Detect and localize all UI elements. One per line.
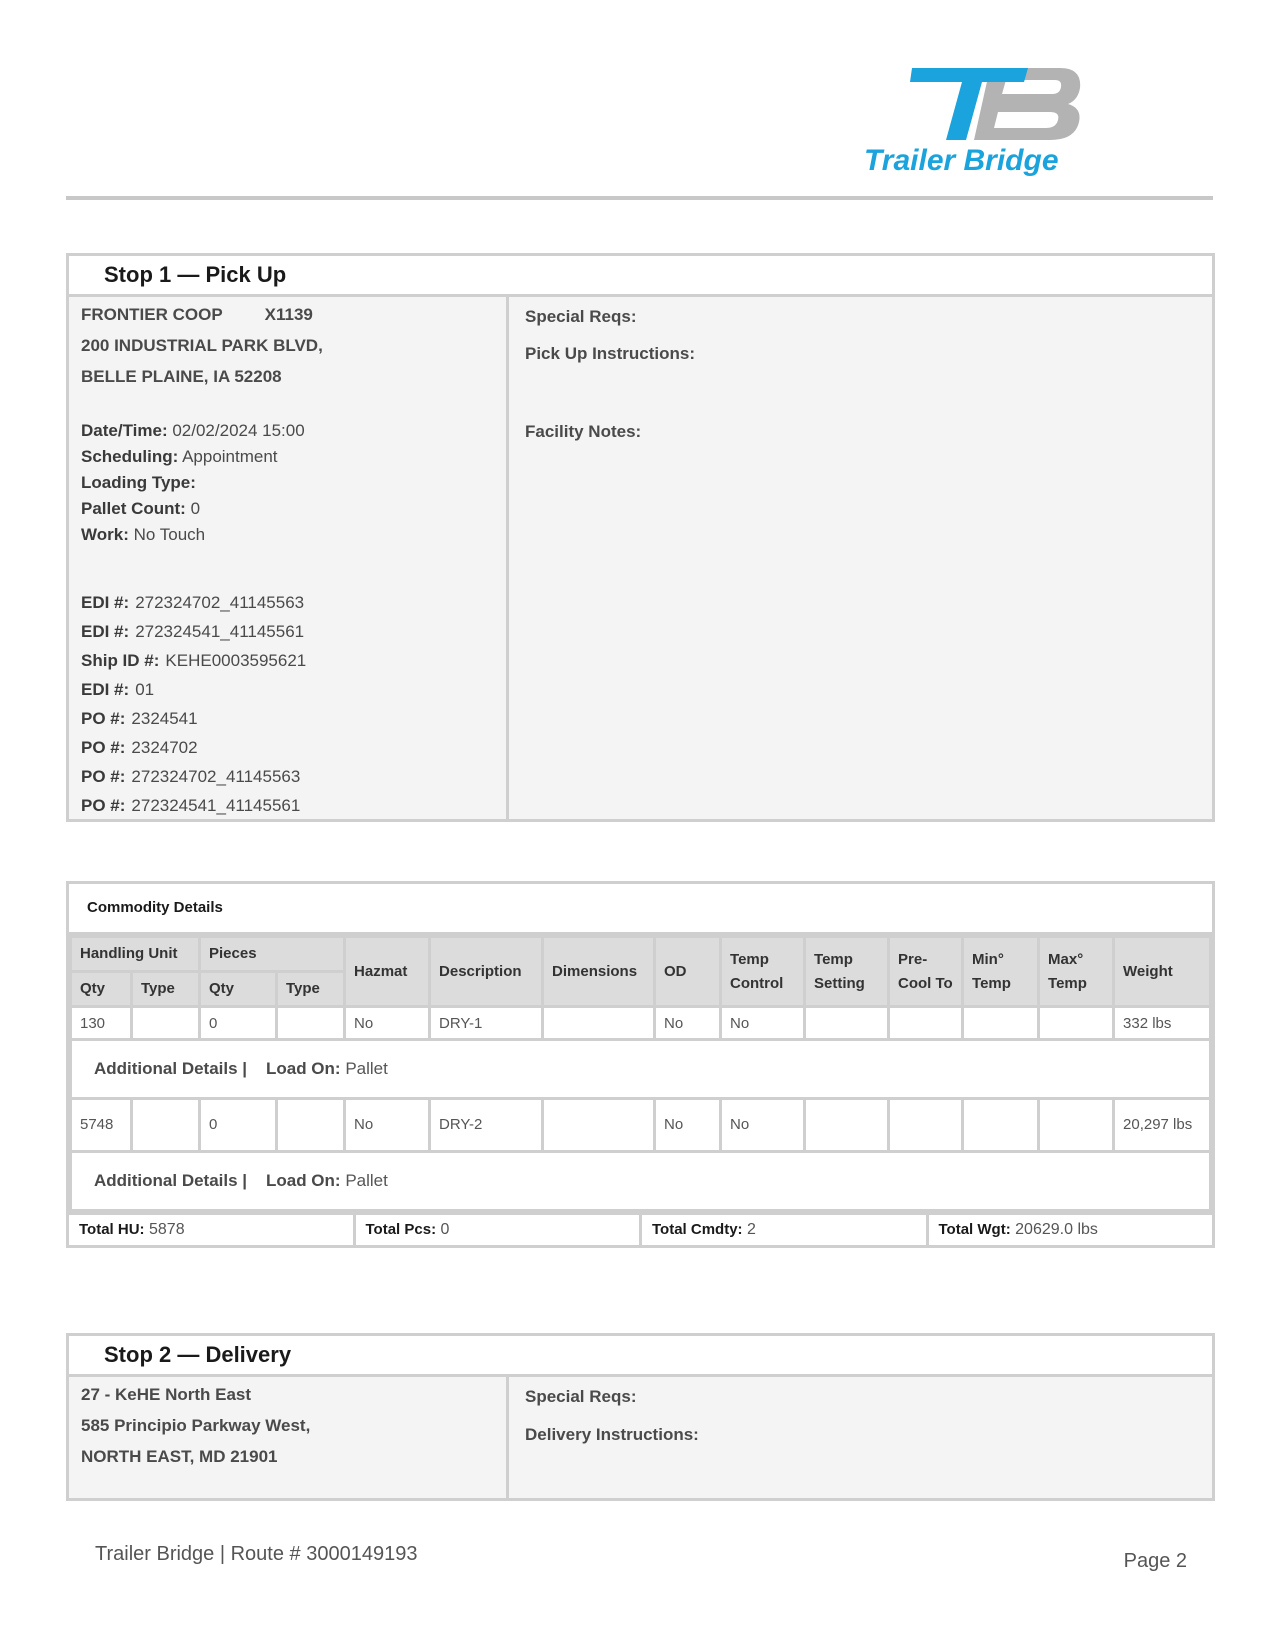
hazmat-cell: No <box>345 1099 430 1152</box>
header-dimensions: Dimensions <box>543 937 655 1007</box>
stop-1-company: FRONTIER COOP <box>81 305 223 324</box>
totals-row <box>69 1212 1212 1245</box>
stop-1-notes <box>509 297 1212 819</box>
pre-cool-cell <box>889 1007 963 1040</box>
pcs-qty-cell: 0 <box>200 1099 277 1152</box>
stop-2-details <box>69 1377 509 1498</box>
header-weight: Weight <box>1114 937 1211 1007</box>
header-max-temp: Max° Temp <box>1039 937 1114 1007</box>
stop-1-code: X1139 <box>264 305 313 324</box>
stop-1-street: 200 INDUSTRIAL PARK BLVD, <box>81 336 323 355</box>
stop-1-city: BELLE PLAINE, IA 52208 <box>81 367 282 386</box>
pickup-instructions-label: Pick Up Instructions: <box>525 344 696 363</box>
stop-2-street: 585 Principio Parkway West, <box>81 1416 311 1435</box>
reference-line: Ship ID #: KEHE0003595621 <box>81 651 307 670</box>
stop-1-work: Work: No Touch <box>81 525 206 544</box>
delivery-instructions-label: Delivery Instructions: <box>525 1425 699 1444</box>
header-pcs-type: Type <box>277 972 345 1007</box>
footer-route: Trailer Bridge | Route # 3000149193 <box>95 1543 418 1565</box>
load-on-label: Load On: <box>265 1059 341 1078</box>
load-on-value: Pallet <box>345 1059 388 1078</box>
stop-2-panel <box>66 1333 1215 1501</box>
temp-control-cell: No <box>721 1007 805 1040</box>
reference-line: PO #: 272324541_41145561 <box>81 796 301 815</box>
stop-1-scheduling: Scheduling: Appointment <box>81 447 278 466</box>
table-row <box>71 1099 1211 1152</box>
header-pre-cool: Pre-Cool To <box>889 937 963 1007</box>
total-cmdty: Total Cmdty: 2 <box>642 1215 929 1245</box>
commodity-details-panel <box>66 881 1215 1248</box>
pre-cool-cell <box>889 1099 963 1152</box>
max-temp-cell <box>1039 1007 1114 1040</box>
reference-line: EDI #: 272324541_41145561 <box>81 622 305 641</box>
additional-details-label: Additional Details | <box>94 1171 248 1190</box>
temp-setting-cell <box>805 1099 889 1152</box>
facility-notes-label: Facility Notes: <box>525 422 642 441</box>
header-min-temp: Min° Temp <box>963 937 1039 1007</box>
header-divider <box>66 196 1213 200</box>
pcs-qty-cell: 0 <box>200 1007 277 1040</box>
stop-2-title: Stop 2 — Delivery <box>69 1336 1212 1377</box>
load-on-label: Load On: <box>265 1171 341 1190</box>
additional-details-row <box>71 1152 1211 1211</box>
pcs-type-cell <box>277 1007 345 1040</box>
reference-line: PO #: 2324541 <box>81 709 198 728</box>
commodity-table <box>69 935 1212 1212</box>
max-temp-cell <box>1039 1099 1114 1152</box>
special-reqs-label: Special Reqs: <box>525 307 637 326</box>
min-temp-cell <box>963 1007 1039 1040</box>
header-pieces: Pieces <box>200 937 345 972</box>
stop-1-pallet-count: Pallet Count: 0 <box>81 499 201 518</box>
reference-line: EDI #: 272324702_41145563 <box>81 593 305 612</box>
header-hazmat: Hazmat <box>345 937 430 1007</box>
dimensions-cell <box>543 1099 655 1152</box>
dimensions-cell <box>543 1007 655 1040</box>
total-hu: Total HU: 5878 <box>69 1215 356 1245</box>
description-cell: DRY-1 <box>430 1007 543 1040</box>
header-handling-unit: Handling Unit <box>71 937 200 972</box>
min-temp-cell <box>963 1099 1039 1152</box>
page-number: Page 2 <box>1123 1550 1187 1572</box>
stop-1-details <box>69 297 509 819</box>
header-hu-type: Type <box>132 972 200 1007</box>
tb-logo-mark <box>864 60 1110 190</box>
additional-details-label: Additional Details | <box>94 1059 248 1078</box>
reference-line: EDI #: 01 <box>81 680 155 699</box>
stop-1-company-line <box>81 305 506 336</box>
hu-type-cell <box>132 1099 200 1152</box>
header-pcs-qty: Qty <box>200 972 277 1007</box>
weight-cell: 332 lbs <box>1114 1007 1211 1040</box>
stop-1-datetime: Date/Time: 02/02/2024 15:00 <box>81 421 305 440</box>
header-od: OD <box>655 937 721 1007</box>
hu-qty-cell: 5748 <box>71 1099 132 1152</box>
hu-qty-cell: 130 <box>71 1007 132 1040</box>
stop-1-title: Stop 1 — Pick Up <box>69 256 1212 297</box>
stop-2-city: NORTH EAST, MD 21901 <box>81 1447 278 1466</box>
header-temp-setting: Temp Setting <box>805 937 889 1007</box>
stop-1-loading-type: Loading Type: <box>81 473 196 492</box>
stop-1-panel <box>66 253 1215 822</box>
total-wgt: Total Wgt: 20629.0 lbs <box>938 1221 1098 1238</box>
load-on-value: Pallet <box>345 1171 388 1190</box>
header-temp-control: Temp Control <box>721 937 805 1007</box>
header-description: Description <box>430 937 543 1007</box>
reference-line: PO #: 2324702 <box>81 738 198 757</box>
stop-2-company: 27 - KeHE North East <box>81 1385 252 1404</box>
pcs-type-cell <box>277 1099 345 1152</box>
table-row <box>71 1007 1211 1040</box>
od-cell: No <box>655 1007 721 1040</box>
reference-line: PO #: 272324702_41145563 <box>81 767 301 786</box>
special-reqs-label: Special Reqs: <box>525 1387 637 1406</box>
stop-2-notes <box>509 1377 1212 1498</box>
description-cell: DRY-2 <box>430 1099 543 1152</box>
temp-control-cell: No <box>721 1099 805 1152</box>
hu-type-cell <box>132 1007 200 1040</box>
trailer-bridge-logo <box>864 60 1110 190</box>
header-hu-qty: Qty <box>71 972 132 1007</box>
logo-name: Trailer Bridge <box>864 144 1059 177</box>
commodity-details-title: Commodity Details <box>69 884 1212 935</box>
hazmat-cell: No <box>345 1007 430 1040</box>
weight-cell: 20,297 lbs <box>1114 1099 1211 1152</box>
od-cell: No <box>655 1099 721 1152</box>
total-pcs: Total Pcs: 0 <box>356 1215 643 1245</box>
temp-setting-cell <box>805 1007 889 1040</box>
additional-details-row <box>71 1040 1211 1099</box>
